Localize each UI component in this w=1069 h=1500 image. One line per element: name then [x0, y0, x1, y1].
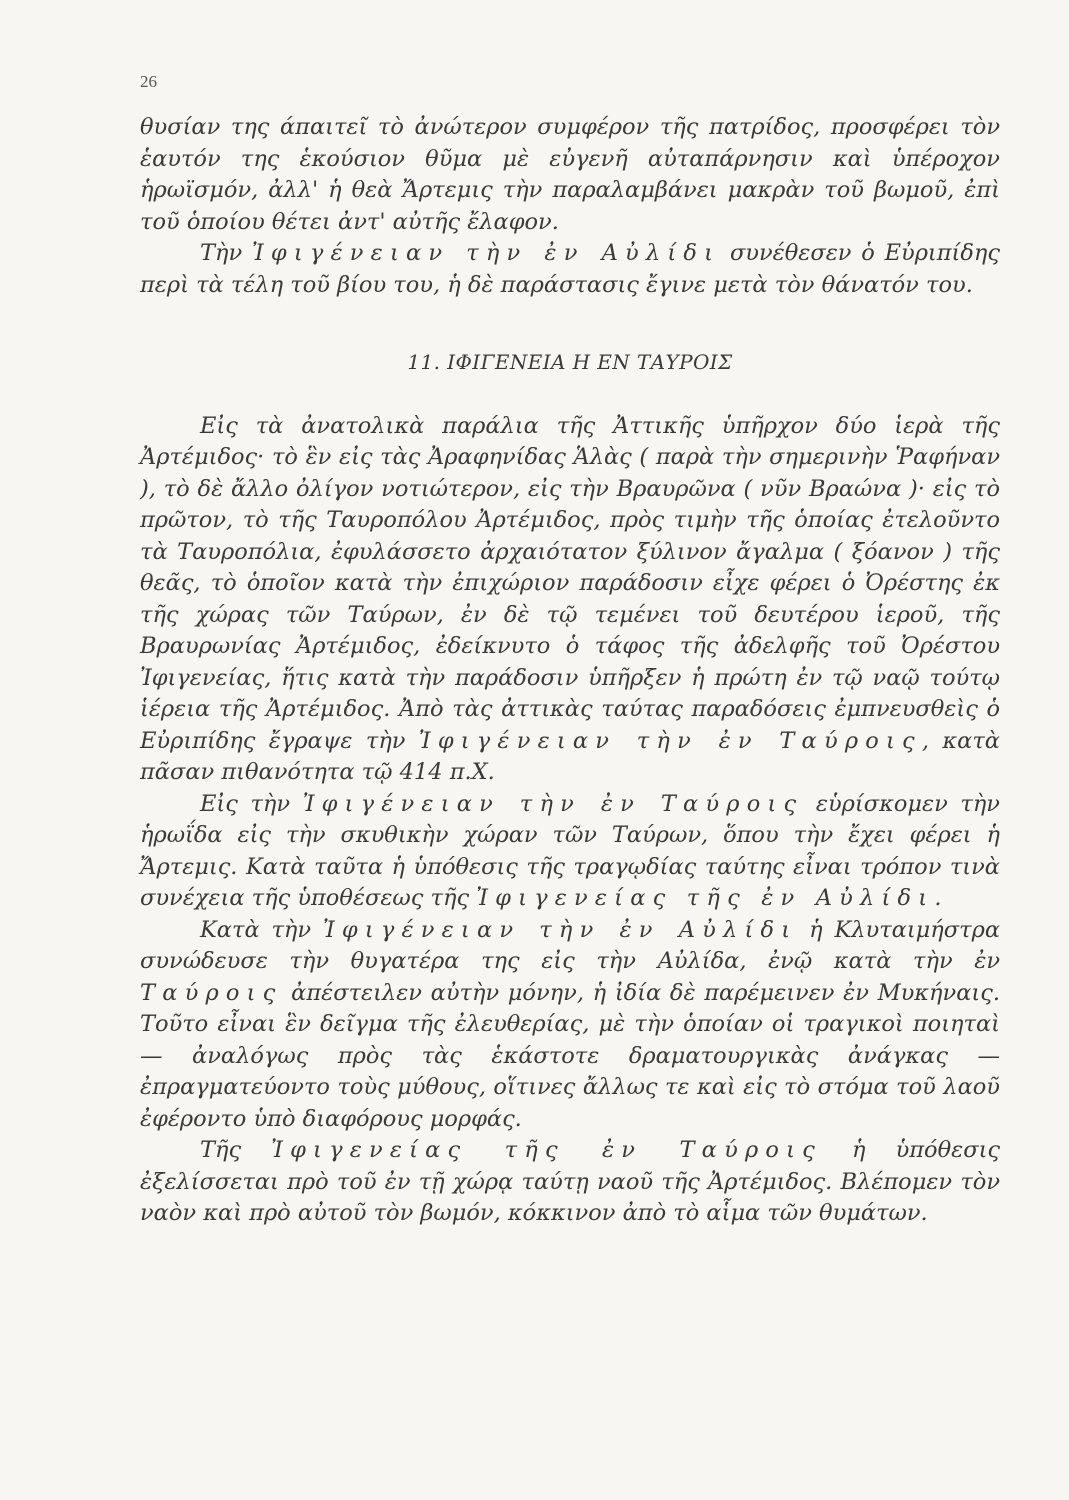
paragraph-text: ἀπέστειλεν αὐτὴν μόνην, ἡ ἰδία δὲ παρέμεινεν ἐν Μυκήναις. Τοῦτο εἶναι ἓν δεῖγμα τῆς ἐλευθερίας, μὲ τὴν ὁποίαν οἱ τραγικοὶ ποιηταὶ — ἀναλόγως πρὸς τὰς ἑκάστοτε δραματουργικὰς ἀνάγκας — ἐπραγματεύοντο τοὺς μύθους, οἵτινες ἄλλως τε καὶ εἰς τὸ στόμα τοῦ λαοῦ ἐφέροντο ὑπὸ διαφόρους μορφάς.: [140, 979, 1000, 1132]
spaced-title: Ἰφιγενείας τῆς ἐν Ταύροις: [271, 1137, 822, 1163]
paragraph-6: [140, 1135, 1000, 1230]
paragraph-text: Εἰς τὴν: [200, 790, 303, 817]
paragraph-text: , κατὰ πᾶσαν πιθανότητα τῷ 414 π.Χ.: [140, 727, 1000, 785]
paragraph-text: Τὴν: [200, 240, 252, 266]
paragraph-text: Κατὰ τὴν: [200, 916, 323, 943]
page-body: [140, 112, 1000, 1230]
spaced-title: Ἰφιγένειαν τὴν ἐν Αὐλίδι: [251, 240, 721, 266]
paragraph-text: Εἰς τὰ ἀνατολικὰ παράλια τῆς Ἀττικῆς ὑπῆρχον δύο ἱερὰ τῆς Ἀρτέμιδος· τὸ ἓν εἰς τὰς Ἀραφηνίδας Ἁλὰς ( παρὰ τὴν σημερινὴν Ῥαφήναν ), τὸ δὲ ἄλλο ὀλίγον νοτιώτερον, εἰς τὴν Βραυρῶνα ( νῦν Βραώνα )· εἰς τὸ πρῶτον, τὸ τῆς Ταυροπόλου Ἀρτέμιδος, πρὸς τιμὴν τῆς ὁποίας ἐτελοῦντο τὰ Ταυροπόλια, ἐφυλάσσετο ἀρχαιότατον ξύλινον ἄγαλμα ( ξόανον ) τῆς θεᾶς, τὸ ὁποῖον κατὰ τὴν ἐπιχώριον παράδοσιν εἶχε φέρει ὁ Ὀρέστης ἐκ τῆς χώρας τῶν Ταύρων, ἐν δὲ τῷ τεμένει τοῦ δευτέρου ἱεροῦ, τῆς Βραυρωνίας Ἀρτέμιδος, ἐδείκνυτο ὁ τάφος τῆς ἀδελφῆς τοῦ Ὀρέστου Ἰφιγενείας, ἥτις κατὰ τὴν παράδοσιν ὑπῆρξεν ἡ πρώτη ἐν τῷ ναῷ τούτῳ ἱέρεια τῆς Ἀρτέμιδος. Ἀπὸ τὰς ἀττικὰς ταύτας παραδόσεις ἐμπνευσθεὶς ὁ Εὐριπίδης ἔγραψε τὴν: [140, 412, 1000, 754]
paragraph-text: ἡ ὑπόθεσις ἐξελίσσεται πρὸ τοῦ ἐν τῇ χώρᾳ ταύτῃ ναοῦ τῆς Ἀρτέμιδος. Βλέπομεν τὸν ναὸν καὶ πρὸ αὐτοῦ τὸν βωμόν, κόκκινον ἀπὸ τὸ αἷμα τῶν θυμάτων.: [140, 1137, 1000, 1226]
paragraph-1: [140, 112, 1000, 238]
paragraph-text: ἡ Κλυταιμήστρα συνώδευσε τὴν θυγατέρα της εἰς τὴν Αὐλίδα, ἐνῷ κατὰ τὴν ἐν: [140, 916, 1001, 974]
spaced-title: Ταύροις: [140, 979, 283, 1006]
paragraph-text: Τῆς: [200, 1137, 272, 1163]
paragraph-text: θυσίαν της άπαιτεῖ τὸ ἀνώτερον συμφέρον τῆς πατρίδος, προσφέρει τὸν ἑαυτόν της ἑκούσιον θῦμα μὲ εὐγενῆ αὐταπάρνησιν καὶ ὑπέροχον ἡρωϊσμόν, ἀλλ' ἡ θεὰ Ἄρτεμις τὴν παραλαμβάνει μακρὰν τοῦ βωμοῦ, ἐπὶ τοῦ ὁποίου θέτει ἀντ' αὐτῆς ἔλαφον.: [140, 114, 1000, 235]
paragraph-3: [140, 411, 1000, 789]
page-number: 26: [140, 72, 157, 91]
paragraph-text: εὑρίσκομεν τὴν ἡρωΐδα εἰς τὴν σκυθικὴν χώραν τῶν Ταύρων, ὅπου τὴν ἔχει φέρει ἡ Ἄρτεμις. Κατὰ ταῦτα ἡ ὑπόθεσις τῆς τραγῳδίας ταύτης εἶναι τρόπον τινὰ συνέχεια τῆς ὑποθέσεως τῆς: [140, 790, 1000, 911]
section-heading: 11. ΙΦΙΓΕΝΕΙΑ Η ΕΝ ΤΑΥΡΟΙΣ: [407, 350, 733, 374]
spaced-title: Ἰφιγένειαν τὴν ἐν Ταύροις: [418, 727, 922, 754]
paragraph-4: [140, 789, 1000, 915]
spaced-title: Ἰφιγενείας τῆς ἐν Αὐλίδι: [476, 885, 935, 911]
paragraph-text: .: [934, 885, 942, 911]
paragraph-text: συνέθεσεν ὁ Εὐριπίδης περὶ τὰ τέλη τοῦ βίου του, ἡ δὲ παράστασις ἔγινε μετὰ τὸν θάνατόν του.: [140, 240, 1000, 298]
paragraph-2: [140, 238, 1000, 301]
paragraph-5: [140, 915, 1000, 1136]
spaced-title: Ἰφιγένειαν τὴν ἐν Ταύροις: [302, 790, 804, 817]
spaced-title: Ἰφιγένειαν τὴν ἐν Αὐλίδι: [322, 916, 798, 943]
